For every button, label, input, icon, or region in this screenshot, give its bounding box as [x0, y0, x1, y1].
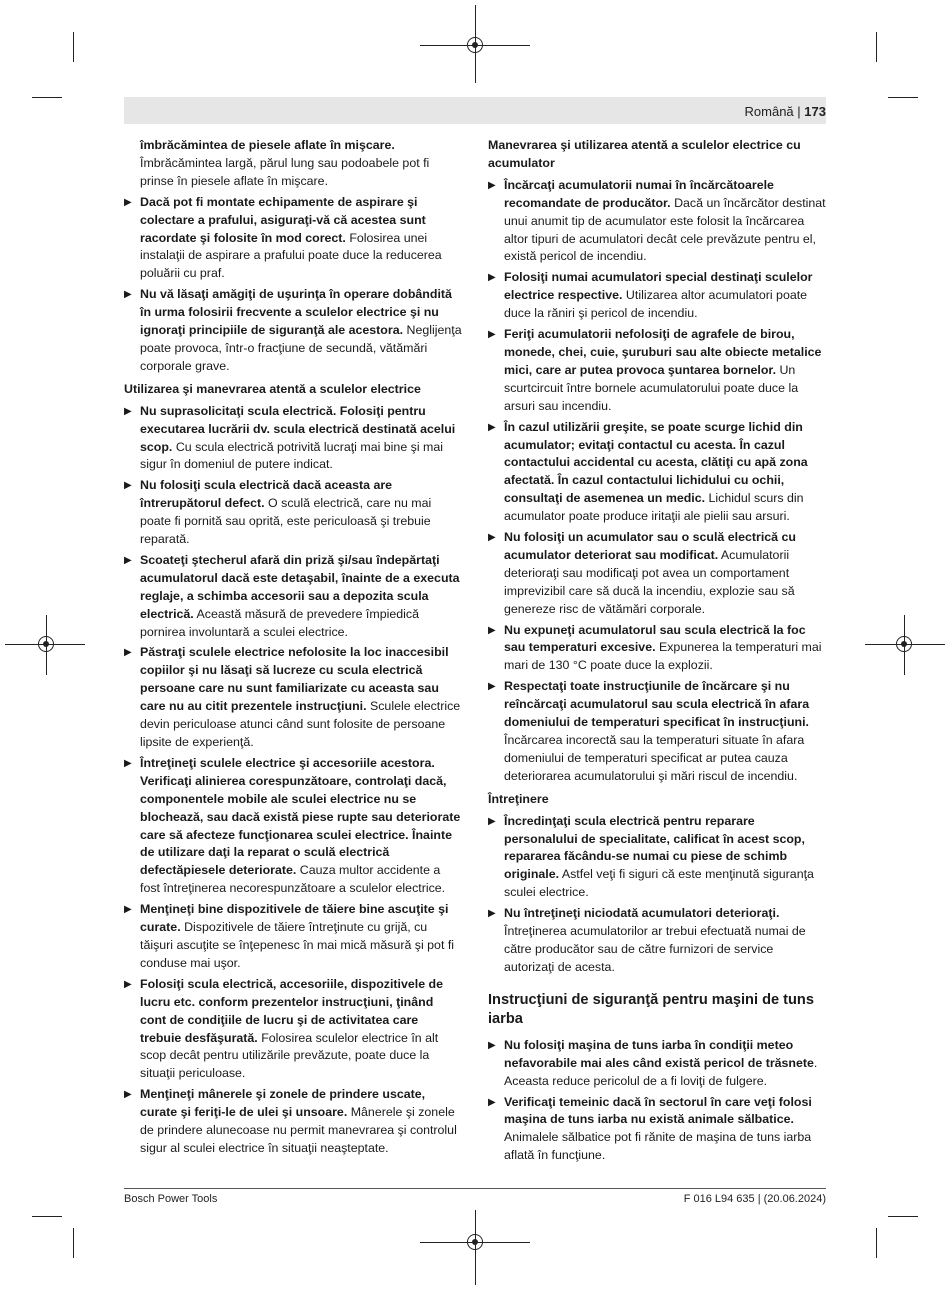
registration-mark-icon — [467, 1234, 483, 1250]
left-column — [124, 137, 462, 1161]
registration-mark-icon — [896, 636, 912, 652]
header-language: Română — [744, 104, 794, 119]
section-heading: Manevrarea şi utilizarea atentă a sculelor electrice cu acumulator — [488, 138, 801, 170]
safety-item: ▶ Verificaţi temeinic dacă în sectorul în care veţi folosi maşina de tuns iarba nu există animale sălbatice. Animalele sălbatice pot fi rănite de maşina de tuns iarba aflată în funcţiune. — [488, 1094, 826, 1166]
header-separator: | — [797, 104, 801, 119]
safety-item: ▶ Menţineţi bine dispozitivele de tăiere bine ascuţite şi curate. Dispozitivele de tăiere întreţinute cu grijă, cu tăişuri ascuţite se înţepenesc în mai mică măsură şi pot fi conduse mai uşor. — [124, 901, 462, 973]
safety-item: ▶ Nu suprasolicitaţi scula electrică. Folosiţi pentru executarea lucrării dv. scula electrică destinată acelui scop. Cu scula electrică potrivită lucraţi mai bine şi mai sigur în domeniul de putere indicat. — [124, 403, 462, 475]
safety-item: ▶ Încărcaţi acumulatorii numai în încărcătoarele recomandate de producător. Dacă un încărcător destinat unui anumit tip de acumulator este folosit la încărcarea altor tipuri de acumulatori decât cele prevăzute pentru el, există pericol de incendiu. — [488, 177, 826, 267]
safety-item: ▶ Scoateţi ştecherul afară din priză şi/sau îndepărtaţi acumulatorul dacă este detaşabil, înainte de a executa reglaje, a schimba accesorii sau a depozita scula electrică. Această măsură de prevedere împiedică pornirea involuntară a sculei electrice. — [124, 552, 462, 642]
continued-paragraph: îmbrăcămintea de piesele aflate în mişcare. Îmbrăcămintea largă, părul lung sau podoabele pot fi prinse în piesele aflate în mişcare. — [140, 138, 430, 188]
crop-mark — [888, 97, 918, 98]
right-column — [488, 137, 826, 1168]
safety-item: ▶ Respectaţi toate instrucţiunile de încărcare şi nu reîncărcaţi acumulatorul sau scula electrică în afara domeniului de temperaturi specificat în instrucţiuni. Încărcarea incorectă sau la temperaturi situate în afara domeniului de temperaturi specificat ar putea cauza deteriorarea acumulatorului şi mări riscul de incendiu. — [488, 678, 826, 785]
safety-item: ▶ Menţineţi mânerele şi zonele de prindere uscate, curate şi feriţi-le de ulei şi unsoare. Mânerele şi zonele de prindere alunecoase nu permit manevrarea şi controlul sigur al sculei electrice în situaţii neaşteptate. — [124, 1086, 462, 1158]
safety-item: ▶ Întreţineţi sculele electrice şi accesoriile acestora. Verificaţi alinierea corespunzătoare, controlaţi dacă, componentele mobile ale sculei electrice nu se blochează, sau dacă există piese rupte sau deteriorate care să afecteze funcţionarea sculei electrice. Înainte de utilizare daţi la reparat o sculă electrică defectăpiesele deteriorate. Cauza multor accidente a fost întreţinerea necorespunzătoare a sculelor electrice. — [124, 755, 462, 898]
safety-item: ▶ Feriţi acumulatorii nefolosiţi de agrafele de birou, monede, chei, cuie, şuruburi sau alte obiecte metalice mici, care ar putea provoca şuntarea bornelor. Un scurtcircuit între bornele acumulatorului poate duce la arsuri sau incendiu. — [488, 326, 826, 416]
safety-item: ▶ Păstraţi sculele electrice nefolosite la loc inaccesibil copiilor şi nu lăsaţi să lucreze cu scula electrică persoane care nu sunt familiarizate cu aceasta sau care nu au citit prezentele instrucţiuni. Sculele electrice devin periculoase atunci când sunt folosite de persoane lipsite de experienţă. — [124, 644, 462, 751]
safety-item: ▶ În cazul utilizării greşite, se poate scurge lichid din acumulator; evitaţi contactul cu acesta. În cazul contactului accidental cu acesta, clătiţi cu apă zona afectată. În cazul contactului lichidului cu ochii, consultaţi de asemenea un medic. Lichidul scurs din acumulator poate produce iritaţii ale pielii sau arsuri. — [488, 419, 826, 526]
page-header — [745, 104, 826, 119]
footer-doc-code: F 016 L94 635 | (20.06.2024) — [683, 1193, 826, 1205]
registration-mark-icon — [38, 636, 54, 652]
section-heading: Întreţinere — [488, 791, 549, 806]
crop-mark — [73, 32, 74, 62]
safety-item: ▶ Nu folosiţi un acumulator sau o sculă electrică cu acumulator deteriorat sau modificat. Acumulatorii deterioraţi sau modificaţi pot avea un comportament imprevizibil care să ducă la incendiu, explozie sau să genereze risc de vătămări corporale. — [488, 529, 826, 619]
crop-mark — [32, 97, 62, 98]
safety-item: ▶ Folosiţi scula electrică, accesoriile, dispozitivele de lucru etc. conform prezentelor instrucţiuni, ţinând cont de condiţiile de lucru şi de activitatea care trebuie desfăşurată. Folosirea sculelor electrice în alt scop decât pentru utilizările prevăzute, poate duce la situaţii periculoase. — [124, 976, 462, 1083]
section-heading: Utilizarea şi manevrarea atentă a sculelor electrice — [124, 381, 421, 396]
safety-item: ▶ Încredinţaţi scula electrică pentru reparare personalului de specialitate, calificat în acest scop, repararea făcându-se numai cu piese de schimb originale. Astfel veţi fi siguri că este menţinută siguranţa sculei electrice. — [488, 813, 826, 903]
safety-item: ▶ Nu întreţineţi niciodată acumulatori deterioraţi. Întreţinerea acumulatorilor ar trebui efectuată numai de către producător sau de către furnizori de service autorizaţi de acesta. — [488, 905, 826, 977]
safety-item: ▶ Nu vă lăsaţi amăgiţi de uşurinţa în operare dobândită în urma folosirii frecvente a sculelor electrice şi nu ignoraţi principiile de siguranţă ale acestora. Neglijenţa poate provoca, într-o fracţiune de secundă, vătămări corporale grave. — [124, 286, 462, 376]
crop-mark — [888, 1216, 918, 1217]
footer-brand: Bosch Power Tools — [124, 1193, 218, 1205]
crop-mark — [876, 1228, 877, 1258]
safety-item: ▶ Folosiţi numai acumulatori special destinaţi sculelor electrice respective. Utilizarea altor acumulatori poate duce la răniri şi pericol de incendiu. — [488, 269, 826, 323]
safety-item: ▶ Nu expuneţi acumulatorul sau scula electrică la foc sau temperaturi excesive. Expunerea la temperaturi mai mari de 130 °C poate duce la explozii. — [488, 622, 826, 676]
safety-item: ▶ Dacă pot fi montate echipamente de aspirare şi colectare a prafului, asiguraţi-vă că acestea sunt racordate şi folosite în mod corect. Folosirea unei instalaţii de aspirare a prafului poate duce la reducerea poluării cu praf. — [124, 194, 462, 284]
safety-item: ▶ Nu folosiţi scula electrică dacă aceasta are întrerupătorul defect. O sculă electrică, care nu mai poate fi pornită sau oprită, este periculoasă şi trebuie reparată. — [124, 477, 462, 549]
crop-mark — [876, 32, 877, 62]
crop-mark — [32, 1216, 62, 1217]
registration-mark-icon — [467, 37, 483, 53]
footer-divider — [124, 1188, 826, 1189]
section-title: Instrucţiuni de siguranţă pentru maşini de tuns iarba — [488, 991, 814, 1027]
safety-item: ▶ Nu folosiţi maşina de tuns iarba în condiţii meteo nefavorabile mai ales când există pericol de trăsnete. Aceasta reduce pericolul de a fi loviţi de fulgere. — [488, 1037, 826, 1091]
crop-mark — [73, 1228, 74, 1258]
page-header-band — [124, 97, 826, 124]
page-number: 173 — [804, 104, 826, 119]
